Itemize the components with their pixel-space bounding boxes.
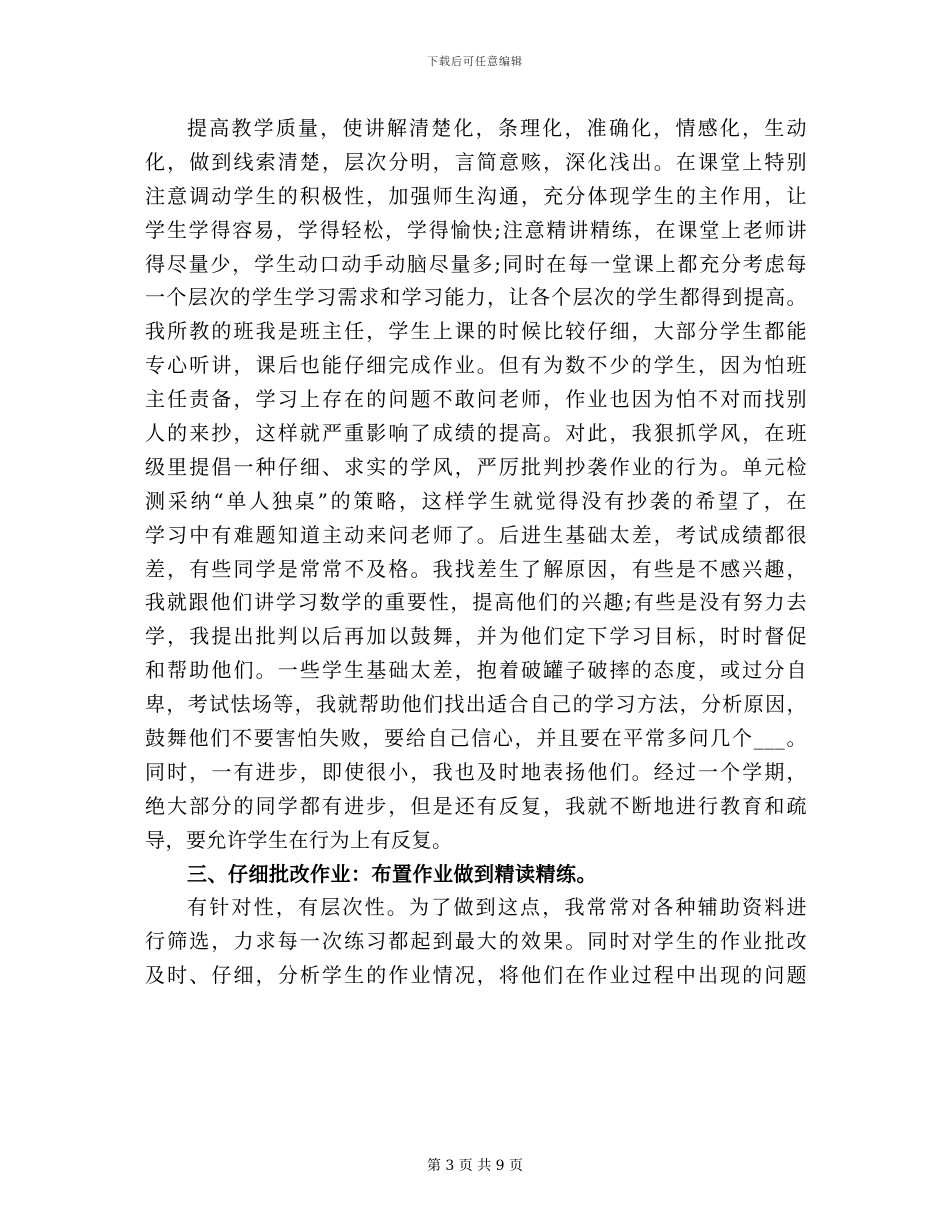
paragraph-line: 学，我提出批判以后再加以鼓舞，并为他们定下学习目标，时时督促	[145, 624, 807, 649]
section-heading: 三、仔细批改作业：布置作业做到精读精练。	[187, 861, 597, 886]
paragraph-line: 学习中有难题知道主动来问老师了。后进生基础太差，考试成绩都很	[145, 522, 807, 547]
paragraph-line: 有针对性，有层次性。为了做到这点，我常常对各种辅助资料进	[187, 895, 807, 920]
paragraph-line: 化，做到线索清楚，层次分明，言简意赅，深化浅出。在课堂上特别	[145, 149, 807, 174]
paragraph-line: 级里提倡一种仔细、求实的学风，严厉批判抄袭作业的行为。单元检	[145, 454, 807, 479]
paragraph-line: 绝大部分的同学都有进步，但是还有反复，我就不断地进行教育和疏	[145, 793, 807, 818]
paragraph-line: 卑，考试怯场等，我就帮助他们找出适合自己的学习方法，分析原因，	[145, 692, 807, 717]
paragraph-line: 提高教学质量，使讲解清楚化，条理化，准确化，情感化，生动	[187, 116, 807, 140]
paragraph-line: 一个层次的学生学习需求和学习能力，让各个层次的学生都得到提高。	[145, 285, 807, 310]
paragraph-line: 主任责备，学习上存在的问题不敢问老师，作业也因为怕不对而找别	[145, 387, 807, 412]
paragraph-line: 导，要允许学生在行为上有反复。	[145, 827, 453, 852]
page-number: 第 3 页 共 9 页	[426, 1158, 524, 1174]
paragraph-line: 和帮助他们。一些学生基础太差，抱着破罐子破摔的态度，或过分自	[145, 658, 807, 683]
paragraph-line: 测采纳“单人独桌”的策略，这样学生就觉得没有抄袭的希望了，在	[145, 488, 807, 513]
paragraph-line: 我就跟他们讲学习数学的重要性，提高他们的兴趣;有些是没有努力去	[145, 590, 807, 615]
paragraph-line: 及时、仔细，分析学生的作业情况，将他们在作业过程中出现的问题	[145, 963, 807, 988]
paragraph-line: 专心听讲，课后也能仔细完成作业。但有为数不少的学生，因为怕班	[145, 353, 807, 378]
paragraph-line: 得尽量少，学生动口动手动脑尽量多;同时在每一堂课上都充分考虑每	[145, 251, 807, 276]
paragraph-line: 差，有些同学是常常不及格。我找差生了解原因，有些是不感兴趣，	[145, 556, 807, 581]
paragraph-line: 同时，一有进步，即使很小，我也及时地表扬他们。经过一个学期，	[145, 759, 807, 784]
paragraph-line: 学生学得容易，学得轻松，学得愉快;注意精讲精练，在课堂上老师讲	[145, 217, 807, 242]
paragraph-line: 我所教的班我是班主任，学生上课的时候比较仔细，大部分学生都能	[145, 319, 807, 344]
paragraph-line: 鼓舞他们不要害怕失败，要给自己信心，并且要在平常多问几个___。	[145, 726, 807, 751]
document-body	[145, 112, 807, 993]
header-note: 下载后可任意编辑	[427, 55, 523, 68]
paragraph-line: 行筛选，力求每一次练习都起到最大的效果。同时对学生的作业批改	[145, 929, 807, 954]
paragraph-line: 人的来抄，这样就严重影响了成绩的提高。对此，我狠抓学风，在班	[145, 421, 807, 446]
paragraph-line: 注意调动学生的积极性，加强师生沟通，充分体现学生的主作用，让	[145, 183, 807, 208]
